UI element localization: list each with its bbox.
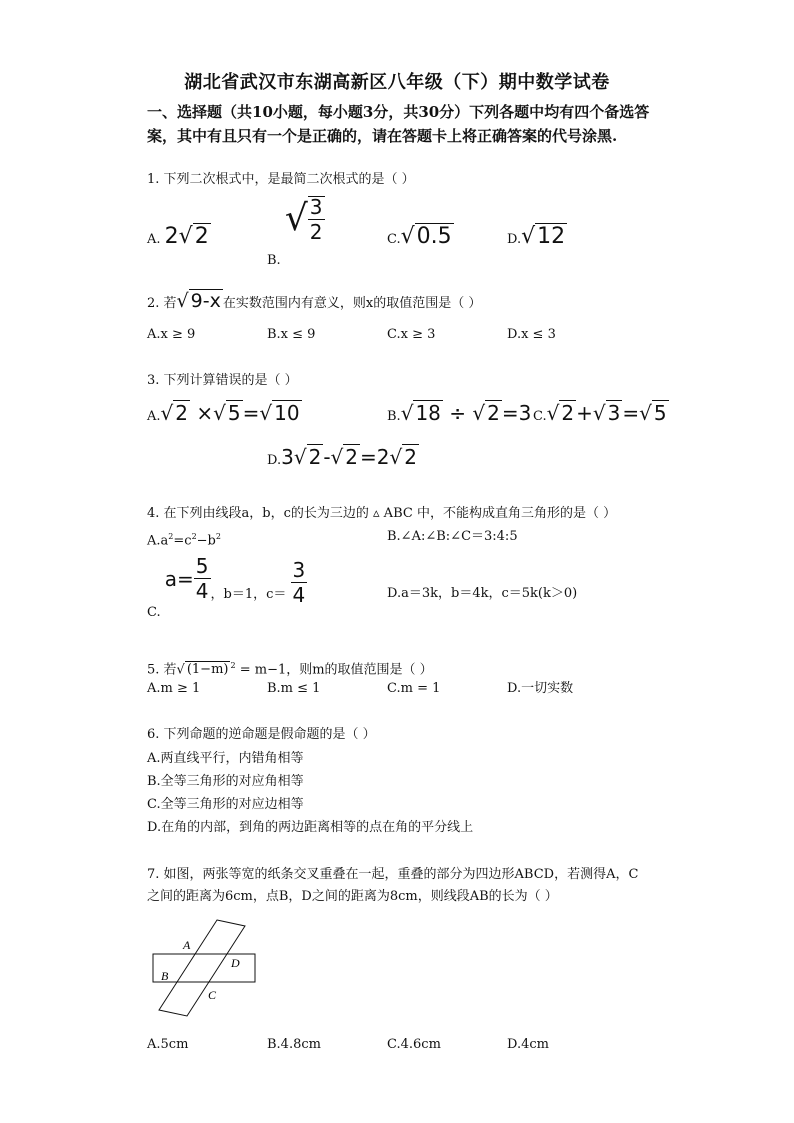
q4-a-sup2: 2	[191, 532, 197, 541]
q5-num: 5. 若	[147, 662, 177, 678]
q3-d-op: -	[323, 445, 331, 469]
q4-c-frac2	[291, 557, 308, 607]
sqrt-icon: √	[330, 445, 344, 469]
q4-option-b: B.∠A:∠B:∠C＝3:4:5	[387, 529, 518, 544]
q2-radicand: 9-x	[190, 290, 221, 312]
q3-a-r1: 2	[175, 401, 189, 425]
q5-option-c: C.m = 1	[387, 681, 441, 696]
sqrt-icon: √	[176, 662, 185, 678]
sqrt-icon: √	[213, 401, 226, 425]
sqrt-icon: √	[176, 290, 189, 312]
q3-c-label: C.	[533, 409, 547, 424]
q2-expr	[177, 289, 223, 312]
q2-rest: 在实数范围内有意义，则x的取值范围是（ ）	[222, 296, 482, 311]
q1-c-expr	[401, 223, 454, 249]
q1-a-coef: 2	[164, 224, 179, 249]
q4-a-sup1: 2	[168, 532, 174, 541]
q3-c-r2: 3	[607, 401, 621, 425]
q1-d-radicand: 12	[537, 224, 566, 249]
sqrt-icon: √	[178, 224, 193, 249]
q3-b-label: B.	[387, 409, 401, 424]
q4-a-sup3: 2	[215, 532, 221, 541]
q7-option-c: C.4.6cm	[387, 1037, 441, 1052]
section-instructions: 一、选择题（共10小题，每小题3分，共30分）下列各题中均有四个备选答案，其中有且只有一个是正确的，请在答题卡上将正确答案的代号涂黑.	[147, 103, 650, 145]
question-1-stem: 1. 下列二次根式中，是最简二次根式的是（ ）	[147, 172, 415, 187]
q3-b-r2: 2	[487, 401, 500, 425]
q3-c-r1: 2	[561, 401, 575, 425]
q7-label-b: B	[161, 969, 169, 983]
sqrt-icon: √	[592, 401, 606, 425]
q5-sup: 2	[230, 661, 236, 670]
q4-option-d: D.a＝3k，b＝4k，c＝5k(k＞0)	[387, 586, 578, 601]
q4-c-num2: 3	[292, 557, 306, 582]
q4-option-a	[147, 528, 221, 550]
q3-a-eq: =	[242, 401, 260, 425]
sqrt-icon: √	[389, 445, 403, 469]
q1-d-label: D.	[507, 232, 522, 247]
q3-b-eq: =3	[501, 401, 532, 425]
q1-c-radicand: 0.5	[416, 224, 452, 249]
question-2-stem	[147, 292, 481, 313]
q6-option-a: A.两直线平行，内错角相等	[147, 751, 304, 766]
q1-a-expr	[165, 223, 211, 249]
q1-d-expr	[521, 223, 567, 249]
q2-option-b: B.x ≤ 9	[267, 327, 316, 342]
q7-option-b: B.4.8cm	[267, 1037, 321, 1052]
q1-b-frac	[308, 196, 325, 242]
q7-option-d: D.4cm	[507, 1037, 549, 1052]
q7-figure	[145, 912, 275, 1022]
page-title: 湖北省武汉市东湖高新区八年级（下）期中数学试卷	[184, 72, 610, 93]
q7-option-a: A.5cm	[147, 1037, 189, 1052]
sqrt-icon: √	[284, 198, 308, 239]
q3-a-expr	[161, 400, 302, 425]
q4-c-den2: 4	[292, 582, 306, 607]
q4-c-frac1	[194, 556, 211, 601]
sqrt-icon: √	[293, 445, 307, 469]
q3-d-label: D.	[267, 453, 282, 468]
q4-c-num1: 5	[195, 554, 209, 578]
question-6-stem: 6. 下列命题的逆命题是假命题的是（ ）	[147, 727, 376, 742]
q5-eq: = m−1，则m的取值范围是（ ）	[235, 662, 433, 678]
q1-b-expr	[285, 196, 325, 242]
q4-c-label: C.	[147, 604, 161, 620]
question-3-stem: 3. 下列计算错误的是（ ）	[147, 373, 298, 388]
q3-a-r3: 10	[274, 401, 300, 425]
q6-option-d: D.在角的内部，到角的两边距离相等的点在角的平分线上	[147, 820, 474, 835]
q2-option-c: C.x ≥ 3	[387, 327, 436, 342]
sqrt-icon: √	[400, 224, 415, 249]
q3-d-r2: 2	[345, 445, 359, 469]
question-5-stem	[147, 657, 433, 679]
q4-a-pre: A.a	[147, 533, 169, 549]
q1-option-a	[147, 224, 211, 249]
sqrt-icon: √	[400, 401, 414, 425]
question-4-stem: 4. 在下列由线段a，b，c的长为三边的 ▵ ABC 中，不能构成直角三角形的是（ ）	[147, 506, 617, 521]
q2-num: 2. 若	[147, 296, 177, 311]
q3-a-label: A.	[147, 409, 161, 424]
q1-a-label: A.	[147, 232, 161, 247]
q3-c-r3: 5	[653, 401, 667, 425]
question-7-line1: 7. 如图，两张等宽的纸条交叉重叠在一起，重叠的部分为四边形ABCD，若测得A，C	[147, 867, 639, 882]
q4-option-c	[147, 554, 307, 620]
q3-b-expr	[401, 400, 532, 425]
q3-c-eq: =	[622, 401, 640, 425]
q3-d-eq: =2	[360, 445, 390, 469]
q1-b-label: B.	[267, 253, 281, 268]
q3-option-d	[267, 445, 419, 470]
sqrt-icon: √	[546, 401, 560, 425]
q7-label-d: D	[231, 956, 240, 970]
q5-option-b: B.m ≤ 1	[267, 681, 321, 696]
sqrt-icon: √	[521, 224, 536, 249]
q5-option-d: D.一切实数	[507, 681, 574, 696]
q6-option-c: C.全等三角形的对应边相等	[147, 797, 304, 812]
q3-option-c	[533, 401, 669, 426]
question-7-line2: 之间的距离为6cm，点B，D之间的距离为8cm，则线段AB的长为（ ）	[147, 889, 558, 904]
q3-b-op: ÷	[449, 401, 467, 425]
q3-d-coef: 3	[281, 445, 294, 469]
q1-b-numerator: 3	[309, 195, 323, 219]
q4-c-mid: ，b＝1，c＝	[210, 586, 287, 602]
q4-c-a: a=	[164, 566, 194, 591]
q7-label-c: C	[208, 988, 217, 1002]
q1-option-c	[387, 224, 454, 249]
sqrt-icon: √	[160, 401, 174, 425]
q5-option-a: A.m ≥ 1	[147, 681, 201, 696]
q3-d-r3: 2	[404, 445, 417, 469]
q3-option-a	[147, 401, 302, 426]
sqrt-icon: √	[639, 401, 652, 425]
q4-a-mid: =c	[173, 533, 192, 549]
q3-c-op: +	[576, 401, 593, 425]
q3-b-r1: 18	[415, 401, 441, 425]
q3-c-expr	[547, 400, 669, 425]
q2-option-a: A.x ≥ 9	[147, 327, 196, 342]
q1-a-radicand: 2	[194, 224, 209, 249]
sqrt-icon: √	[472, 401, 486, 425]
q5-radicand: (1−m)	[186, 662, 229, 678]
q4-a-end: −b	[196, 533, 216, 549]
q1-option-b	[267, 195, 325, 268]
q2-option-d: D.x ≤ 3	[507, 327, 556, 342]
q3-a-r2: 5	[227, 401, 241, 425]
q4-c-den1: 4	[195, 579, 209, 603]
q3-a-op: ×	[196, 401, 214, 425]
q3-d-r1: 2	[308, 445, 322, 469]
q7-label-a: A	[183, 938, 191, 952]
q3-d-expr	[281, 444, 419, 469]
q6-option-b: B.全等三角形的对应角相等	[147, 774, 304, 789]
q4-c-expr	[165, 556, 211, 601]
q3-option-b	[387, 401, 532, 426]
q1-b-denominator: 2	[309, 220, 323, 244]
q1-c-label: C.	[387, 232, 401, 247]
sqrt-icon: √	[259, 401, 273, 425]
q1-option-d	[507, 224, 567, 249]
